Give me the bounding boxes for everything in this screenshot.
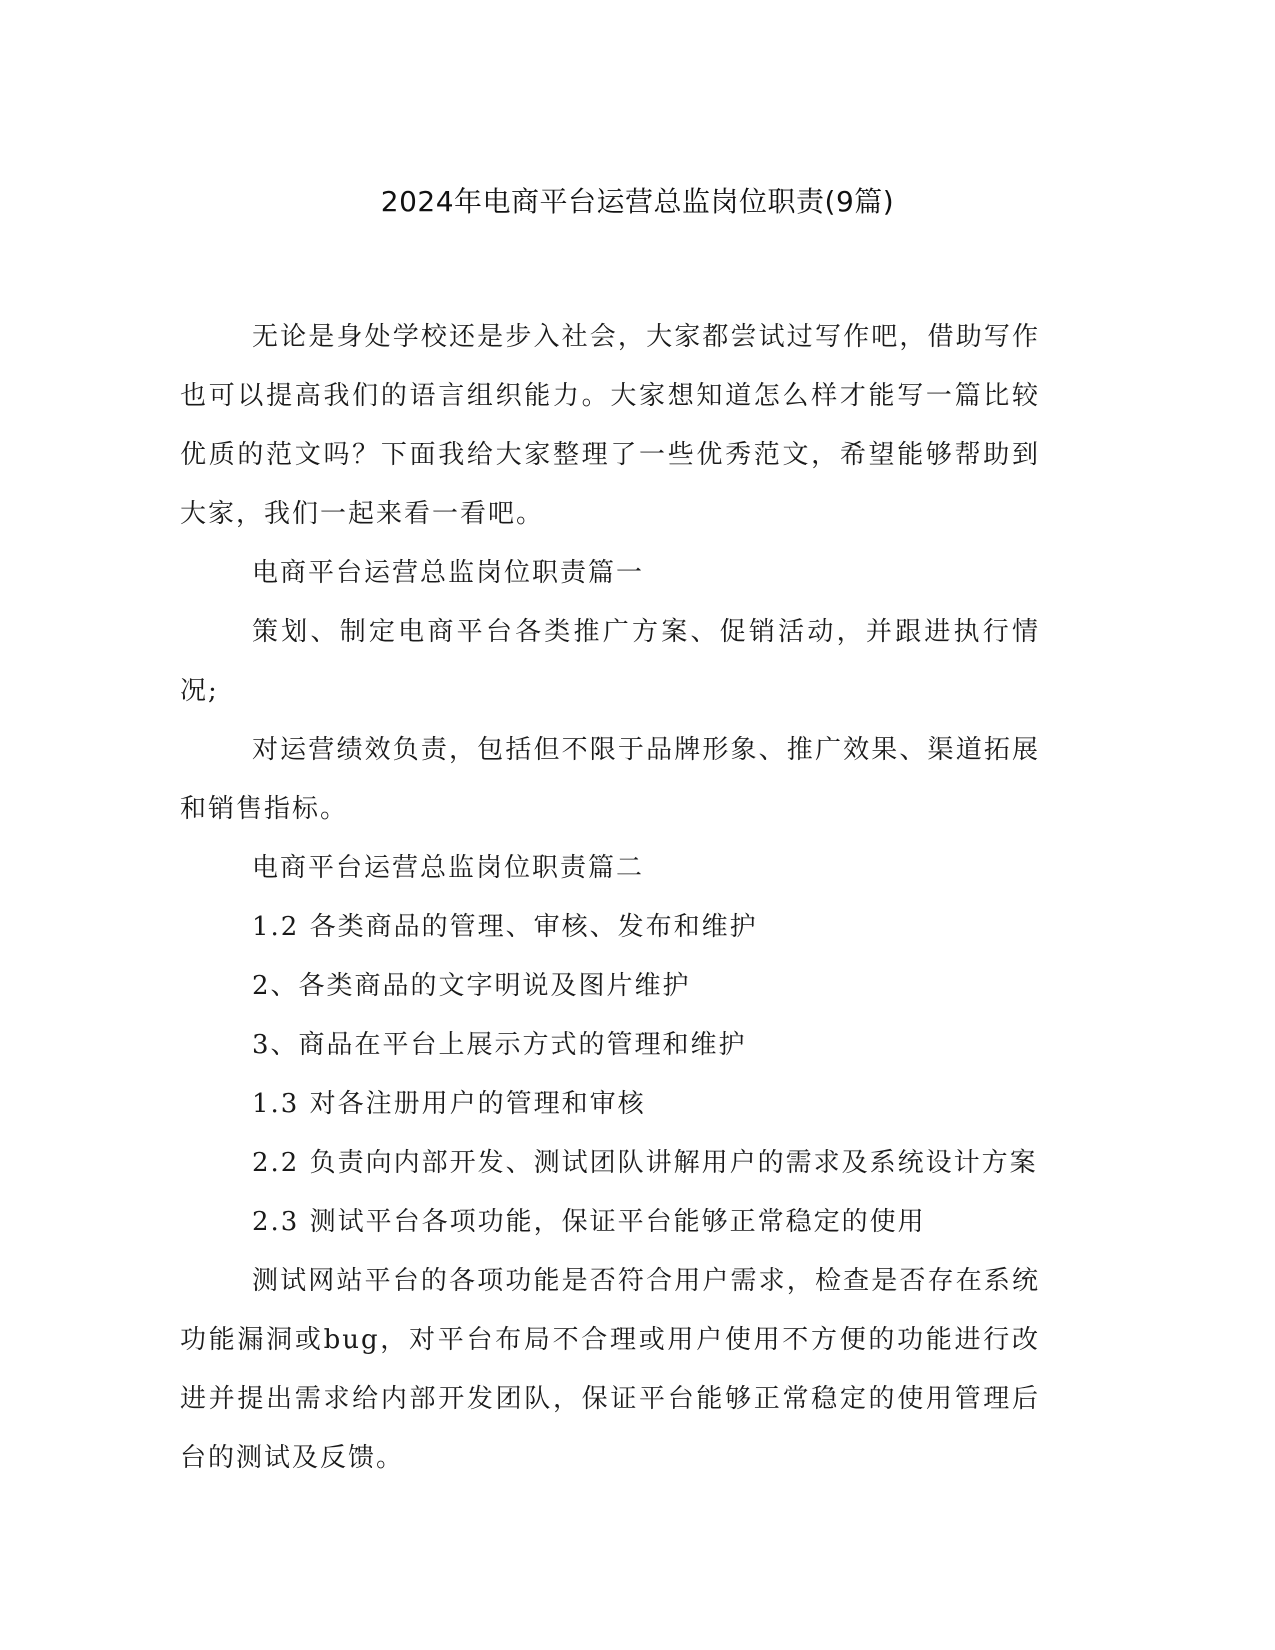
section-heading-2: 电商平台运营总监岗位职责篇二 bbox=[252, 853, 645, 883]
duty-paragraph: 对运营绩效负责，包括但不限于品牌形象、推广效果、渠道拓展和销售指标。 bbox=[180, 735, 1040, 824]
list-item: 1.2 各类商品的管理、审核、发布和维护 bbox=[252, 912, 758, 942]
page-title: 2024年电商平台运营总监岗位职责(9篇) bbox=[380, 185, 895, 218]
duty-paragraph: 测试网站平台的各项功能是否符合用户需求，检查是否存在系统功能漏洞或bug，对平台布局不合理或用户使用不方便的功能进行改进并提出需求给内部开发团队，保证平台能够正常稳定的使用管理后台的测试及反馈。 bbox=[180, 1266, 1040, 1473]
intro-paragraph: 无论是身处学校还是步入社会，大家都尝试过写作吧，借助写作也可以提高我们的语言组织能力。大家想知道怎么样才能写一篇比较优质的范文吗？下面我给大家整理了一些优秀范文，希望能够帮助到大家，我们一起来看一看吧。 bbox=[180, 322, 1040, 529]
list-item: 3、商品在平台上展示方式的管理和维护 bbox=[252, 1030, 747, 1060]
list-item: 2.2 负责向内部开发、测试团队讲解用户的需求及系统设计方案 bbox=[252, 1148, 1038, 1178]
list-item: 2.3 测试平台各项功能，保证平台能够正常稳定的使用 bbox=[252, 1207, 926, 1237]
document-body bbox=[180, 308, 1040, 1488]
section-heading-1: 电商平台运营总监岗位职责篇一 bbox=[252, 558, 645, 588]
list-item: 2、各类商品的文字明说及图片维护 bbox=[252, 971, 691, 1001]
list-item: 1.3 对各注册用户的管理和审核 bbox=[252, 1089, 646, 1119]
duty-paragraph: 策划、制定电商平台各类推广方案、促销活动，并跟进执行情况; bbox=[180, 617, 1040, 706]
